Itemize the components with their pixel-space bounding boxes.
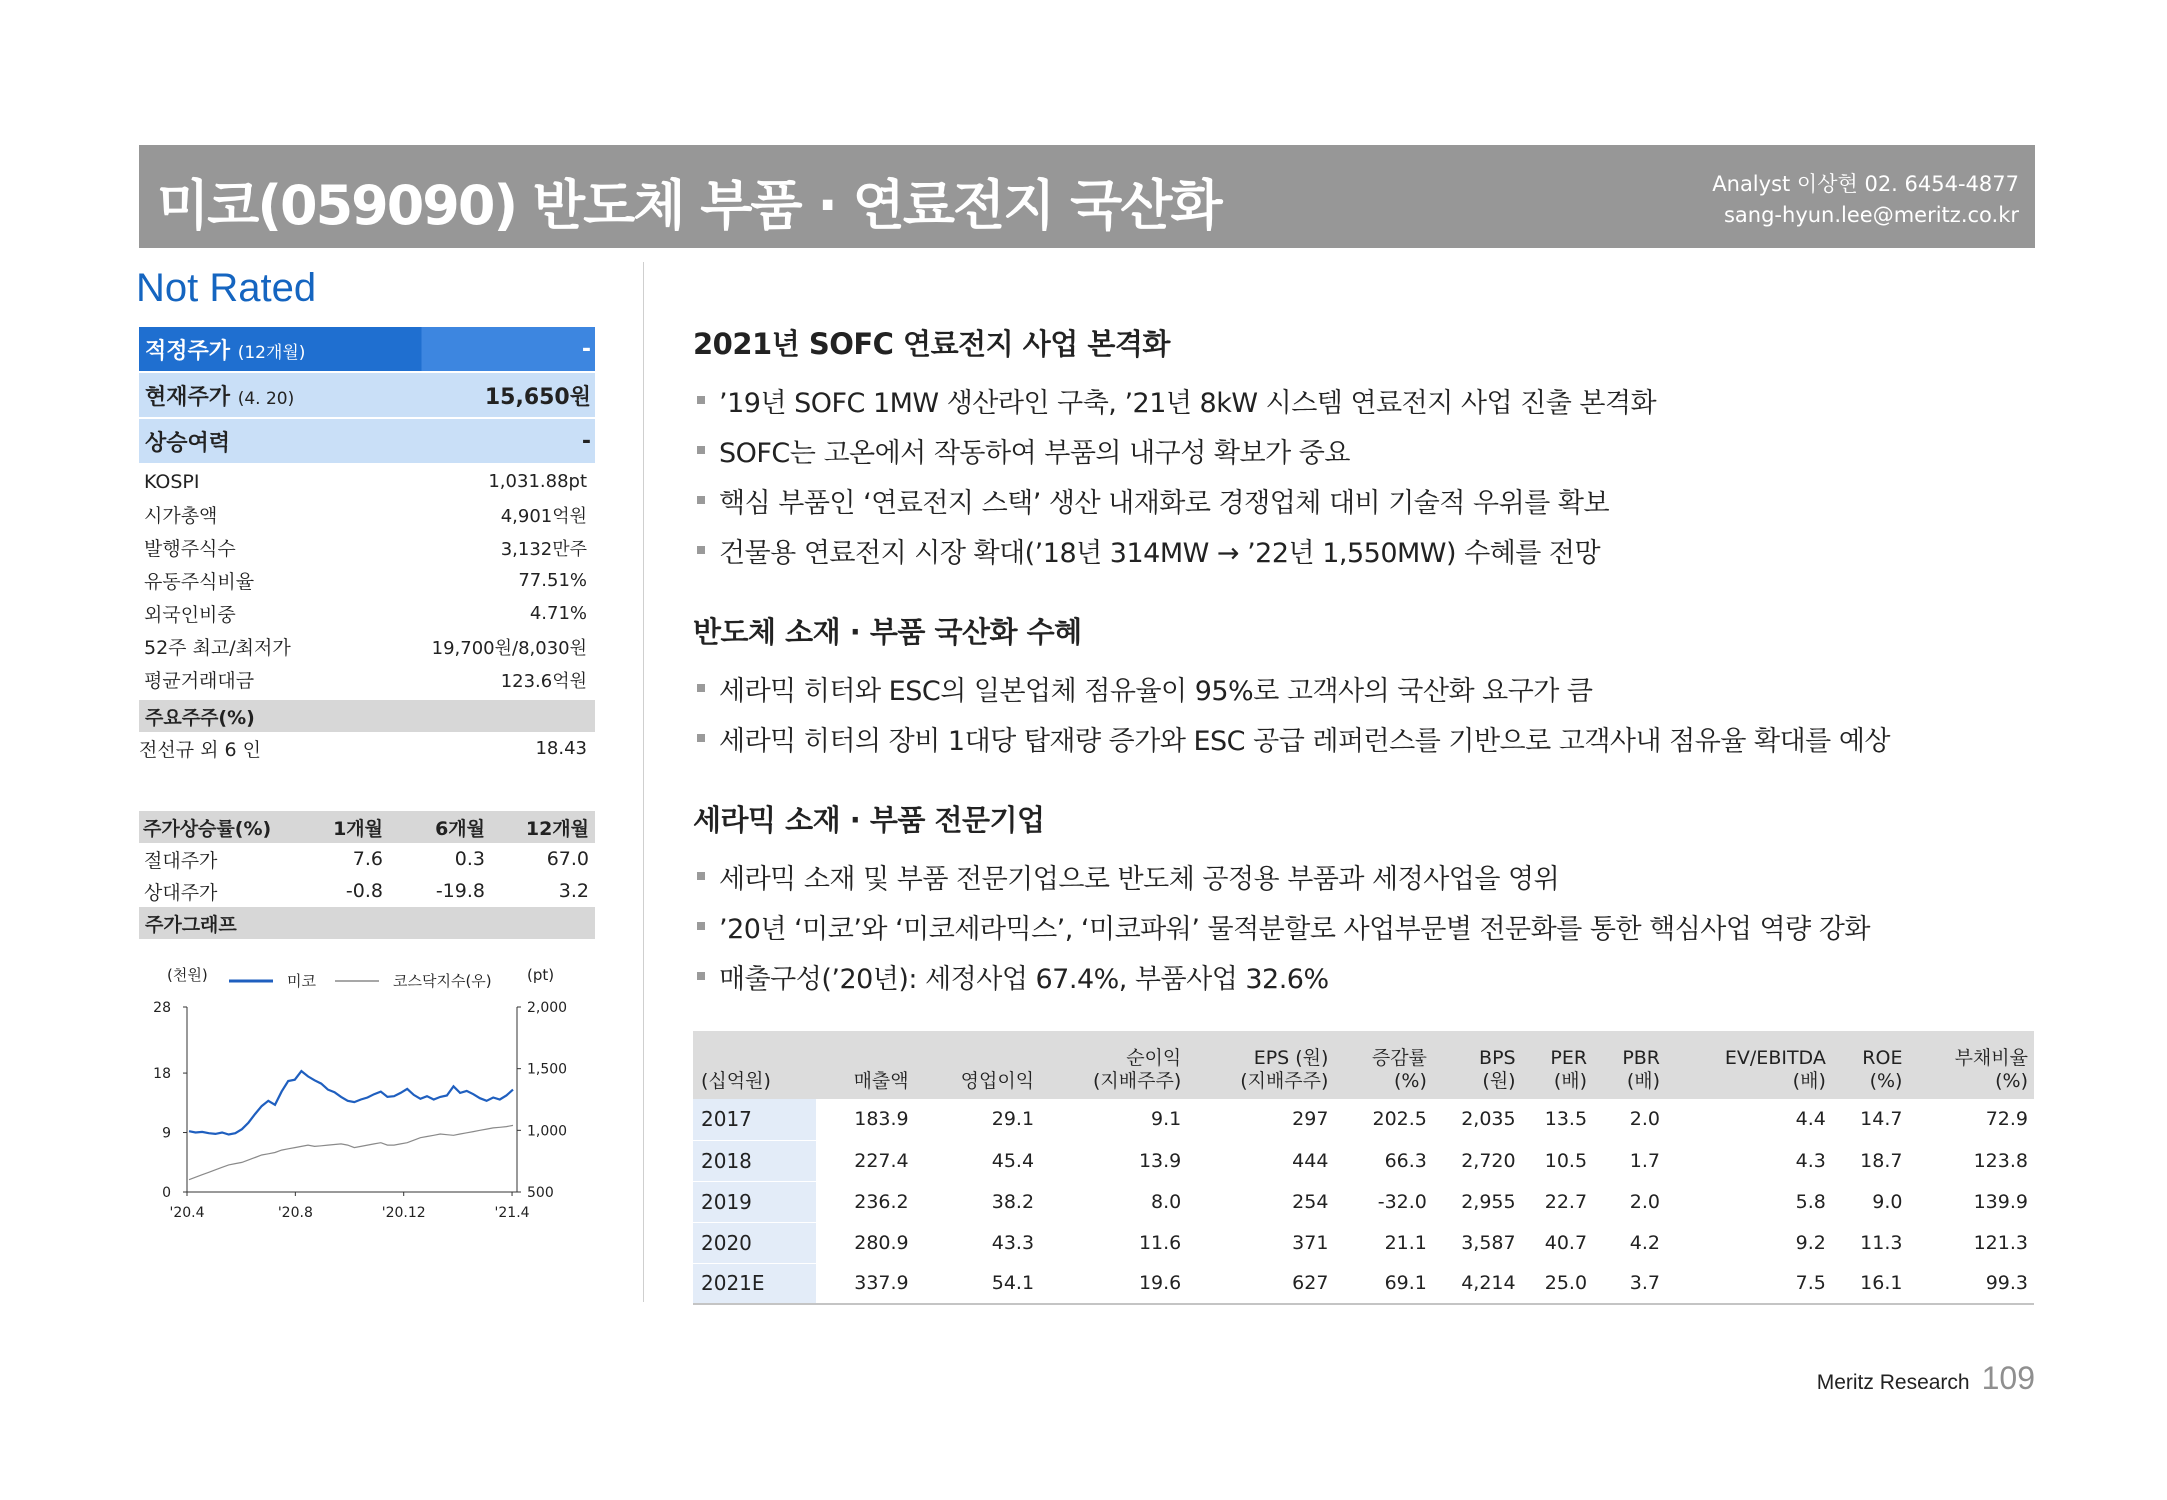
column-header-sub: (지배주주) <box>1240 1070 1329 1092</box>
upside-row <box>139 419 595 463</box>
value-cell: 183.9 <box>816 1099 914 1140</box>
current-price-value: 15,650원 <box>484 384 591 410</box>
column-header <box>1666 1031 1832 1099</box>
column-header-main: 순이익 <box>1126 1047 1182 1069</box>
bullet-item <box>693 525 2038 575</box>
right-tick-label: 1,500 <box>527 1061 568 1078</box>
value-cell: 2,955 <box>1433 1181 1522 1222</box>
value-cell: 5.8 <box>1666 1181 1832 1222</box>
value-cell: 22.7 <box>1522 1181 1593 1222</box>
column-header-sub: (%) <box>1995 1070 2028 1092</box>
value-cell: 280.9 <box>816 1222 914 1263</box>
value-cell: 10.5 <box>1522 1140 1593 1181</box>
returns-cell: 절대주가 <box>144 849 218 872</box>
column-header-main: 증감률 <box>1371 1047 1427 1069</box>
financial-row <box>693 1222 2034 1263</box>
stat-value: 3,132만주 <box>500 538 587 560</box>
value-cell: 8.0 <box>1040 1181 1187 1222</box>
stat-value: 19,700원/8,030원 <box>431 637 587 659</box>
returns-header-cell: 주가상승률(%) <box>143 817 272 840</box>
target-price-label-sub: (12개월) <box>237 342 306 363</box>
section-localization <box>693 610 2038 763</box>
report-header <box>139 145 2035 248</box>
value-cell: 9.2 <box>1666 1222 1832 1263</box>
value-cell: 45.4 <box>915 1140 1040 1181</box>
column-header <box>1187 1031 1334 1099</box>
upside-label: 상승여력 <box>145 430 231 456</box>
value-cell: 227.4 <box>816 1140 914 1181</box>
value-cell: 13.5 <box>1522 1099 1593 1140</box>
stat-label: 52주 최고/최저가 <box>144 637 291 659</box>
stat-value: 1,031.88pt <box>488 471 587 492</box>
value-cell: 25.0 <box>1522 1263 1593 1304</box>
shareholder-value: 18.43 <box>535 738 587 759</box>
page-number: 109 <box>1981 1360 2035 1396</box>
returns-cell: -0.8 <box>345 880 383 902</box>
legend-label-miko: 미코 <box>287 972 316 990</box>
column-header-main: ROE <box>1862 1047 1903 1069</box>
value-cell: 2,035 <box>1433 1099 1522 1140</box>
bullet-item <box>693 375 2038 425</box>
x-tick-label: '20.8 <box>277 1205 313 1221</box>
column-header <box>1908 1031 2034 1099</box>
value-cell: 29.1 <box>915 1099 1040 1140</box>
returns-cell: 상대주가 <box>144 881 218 904</box>
x-tick-label: '20.12 <box>381 1205 426 1221</box>
returns-header-cell: 1개월 <box>333 817 383 840</box>
year-cell: 2018 <box>693 1140 816 1181</box>
left-tick-label: 28 <box>153 1000 171 1016</box>
bullet-square-icon <box>697 972 705 980</box>
column-header-sub: (배) <box>1792 1070 1826 1092</box>
page-footer <box>1817 1360 2035 1397</box>
returns-cell: -19.8 <box>435 880 485 902</box>
x-tick-label: '20.4 <box>169 1205 205 1221</box>
column-header <box>1832 1031 1909 1099</box>
value-cell: 69.1 <box>1334 1263 1432 1304</box>
column-header-main: PBR <box>1622 1047 1661 1069</box>
series-line-kosdaq <box>189 1125 513 1179</box>
stat-label: 유동주식비율 <box>144 571 255 593</box>
value-cell: 18.7 <box>1832 1140 1909 1181</box>
bullet-text: ’20년 ‘미코’와 ‘미코세라믹스’, ‘미코파워’ 물적분할로 사업부문별 전문화를 통한 핵심사업 역량 강화 <box>719 913 1870 945</box>
value-cell: 139.9 <box>1908 1181 2034 1222</box>
value-cell: 11.6 <box>1040 1222 1187 1263</box>
bullet-text: ’19년 SOFC 1MW 생산라인 구축, ’21년 8kW 시스템 연료전지 사업 진출 본격화 <box>719 387 1657 419</box>
returns-cell: 0.3 <box>454 848 485 870</box>
target-price-label-text: 적정주가 <box>145 338 231 364</box>
bullet-square-icon <box>697 546 705 554</box>
analyst-info <box>1712 169 2019 231</box>
unit-header: (십억원) <box>693 1031 816 1099</box>
financial-row <box>693 1099 2034 1140</box>
value-cell: 99.3 <box>1908 1263 2034 1304</box>
value-cell: 297 <box>1187 1099 1334 1140</box>
stat-row <box>139 663 595 696</box>
value-cell: 54.1 <box>915 1263 1040 1304</box>
value-cell: 2.0 <box>1593 1099 1666 1140</box>
bullet-text: 핵심 부품인 ‘연료전지 스택’ 생산 내재화로 경쟁업체 대비 기술적 우위를 확보 <box>719 487 1610 519</box>
section-title: 세라믹 소재 · 부품 전문기업 <box>693 803 1045 837</box>
column-header-main: BPS <box>1479 1047 1516 1069</box>
bullet-item <box>693 475 2038 525</box>
value-cell: 121.3 <box>1908 1222 2034 1263</box>
bullet-square-icon <box>697 922 705 930</box>
bullet-item <box>693 663 2038 713</box>
legend-label-kosdaq: 코스닥지수(우) <box>393 972 492 990</box>
stat-row <box>139 531 595 564</box>
returns-table <box>139 811 595 939</box>
left-unit-label: (천원) <box>167 966 208 984</box>
stat-label: 외국인비중 <box>144 604 236 626</box>
right-tick-label: 2,000 <box>527 1000 568 1016</box>
bullet-text: 세라믹 히터와 ESC의 일본업체 점유율이 95%로 고객사의 국산화 요구가 큼 <box>719 675 1593 707</box>
value-cell: 2.0 <box>1593 1181 1666 1222</box>
graph-heading: 주가그래프 <box>139 907 595 939</box>
stock-price-chart <box>139 950 595 1240</box>
bullet-square-icon <box>697 734 705 742</box>
bullet-square-icon <box>697 396 705 404</box>
column-header-main: EPS (원) <box>1253 1047 1329 1069</box>
value-cell: 202.5 <box>1334 1099 1432 1140</box>
stat-row <box>139 597 595 630</box>
year-cell: 2017 <box>693 1099 816 1140</box>
column-header-sub: (배) <box>1553 1070 1588 1092</box>
value-cell: 19.6 <box>1040 1263 1187 1304</box>
column-header <box>1040 1031 1187 1099</box>
financial-summary-table <box>693 1031 2034 1305</box>
stat-row <box>139 564 595 597</box>
value-cell: 9.0 <box>1832 1181 1909 1222</box>
value-cell: 3.7 <box>1593 1263 1666 1304</box>
bullet-text: 건물용 연료전지 시장 확대(’18년 314MW → ’22년 1,550MW) 수혜를 전망 <box>719 537 1601 569</box>
report-title: 미코(059090) 반도체 부품 · 연료전지 국산화 <box>157 174 1221 237</box>
current-price-label <box>145 380 294 411</box>
financial-header-row <box>693 1031 2034 1099</box>
right-unit-label: (pt) <box>527 966 555 984</box>
stats-list <box>139 465 595 696</box>
returns-row <box>139 843 595 875</box>
year-cell: 2021E <box>693 1263 816 1304</box>
analyst-contact: Analyst 이상현 02. 6454-4877 <box>1712 172 2019 196</box>
stat-value: 77.51% <box>518 570 587 591</box>
shareholder-row <box>139 732 595 765</box>
shareholders-heading: 주요주주(%) <box>139 700 595 732</box>
chart-lines <box>189 1071 513 1180</box>
financial-row <box>693 1181 2034 1222</box>
stock-chart-svg <box>139 950 595 1240</box>
value-cell: 4.2 <box>1593 1222 1666 1263</box>
bullet-item <box>693 713 2038 763</box>
column-header <box>1522 1031 1593 1099</box>
stat-row <box>139 630 595 663</box>
value-cell: 14.7 <box>1832 1099 1909 1140</box>
value-cell: 7.5 <box>1666 1263 1832 1304</box>
bullet-item <box>693 951 2038 1001</box>
section-ceramics <box>693 798 2038 1001</box>
right-tick-label: 1,000 <box>527 1123 568 1140</box>
column-header-main: 매출액 <box>853 1070 909 1092</box>
section-title: 2021년 SOFC 연료전지 사업 본격화 <box>693 327 1170 361</box>
value-cell: 3,587 <box>1433 1222 1522 1263</box>
value-cell: 9.1 <box>1040 1099 1187 1140</box>
stat-label: 평균거래대금 <box>144 670 255 692</box>
column-header-sub: (지배주주) <box>1093 1070 1182 1092</box>
value-cell: 43.3 <box>915 1222 1040 1263</box>
value-cell: 254 <box>1187 1181 1334 1222</box>
value-cell: 40.7 <box>1522 1222 1593 1263</box>
bullet-item <box>693 901 2038 951</box>
bullet-item <box>693 425 2038 475</box>
returns-header-cell: 6개월 <box>435 817 485 840</box>
stat-value: 4.71% <box>529 603 587 624</box>
value-cell: 38.2 <box>915 1181 1040 1222</box>
value-cell: -32.0 <box>1334 1181 1432 1222</box>
value-cell: 337.9 <box>816 1263 914 1304</box>
left-tick-label: 9 <box>162 1125 171 1142</box>
value-cell: 123.8 <box>1908 1140 2034 1181</box>
target-price-label <box>145 334 305 365</box>
target-price-row <box>139 327 595 371</box>
column-header <box>816 1031 914 1099</box>
column-header-sub: (%) <box>1869 1070 1903 1092</box>
current-price-label-sub: (4. 20) <box>237 388 295 409</box>
bullet-square-icon <box>697 446 705 454</box>
financial-body <box>693 1099 2034 1304</box>
value-cell: 4.3 <box>1666 1140 1832 1181</box>
x-tick-label: '21.4 <box>494 1205 530 1221</box>
shareholder-name: 전선규 외 6 인 <box>139 739 261 761</box>
series-line-miko <box>189 1071 513 1134</box>
value-cell: 16.1 <box>1832 1263 1909 1304</box>
column-header-main: PER <box>1550 1047 1588 1069</box>
column-header <box>1334 1031 1432 1099</box>
section-sofc <box>693 322 2038 575</box>
bullet-text: 매출구성(’20년): 세정사업 67.4%, 부품사업 32.6% <box>719 963 1329 995</box>
analyst-email: sang-hyun.lee@meritz.co.kr <box>1723 203 2019 227</box>
investment-rating: Not Rated <box>136 266 317 310</box>
value-cell: 11.3 <box>1832 1222 1909 1263</box>
value-cell: 444 <box>1187 1140 1334 1181</box>
stat-label: 시가총액 <box>144 505 218 527</box>
column-header-sub: (%) <box>1394 1070 1427 1092</box>
stat-value: 4,901억원 <box>500 505 587 527</box>
value-cell: 66.3 <box>1334 1140 1432 1181</box>
bullet-square-icon <box>697 872 705 880</box>
bullet-item <box>693 851 2038 901</box>
left-tick-label: 0 <box>162 1185 171 1201</box>
column-header-sub: (원) <box>1482 1070 1516 1092</box>
value-cell: 371 <box>1187 1222 1334 1263</box>
column-divider <box>643 262 644 1302</box>
value-cell: 21.1 <box>1334 1222 1432 1263</box>
column-header <box>1593 1031 1666 1099</box>
returns-cell: 7.6 <box>352 848 383 870</box>
stat-row <box>139 465 595 498</box>
bullet-square-icon <box>697 496 705 504</box>
upside-value: - <box>581 428 591 454</box>
bullet-text: 세라믹 히터의 장비 1대당 탑재량 증가와 ESC 공급 레퍼런스를 기반으로 고객사내 점유율 확대를 예상 <box>719 725 1890 757</box>
stat-value: 123.6억원 <box>500 670 587 692</box>
column-header-sub: (배) <box>1626 1070 1661 1092</box>
returns-row <box>139 875 595 907</box>
stat-label: KOSPI <box>144 470 200 493</box>
column-header-main: EV/EBITDA <box>1724 1047 1826 1069</box>
financial-row <box>693 1263 2034 1304</box>
chart-axes <box>153 1000 567 1221</box>
target-price-value: - <box>581 336 591 362</box>
column-header <box>1433 1031 1522 1099</box>
section-title: 반도체 소재 · 부품 국산화 수혜 <box>693 615 1082 649</box>
bullet-square-icon <box>697 684 705 692</box>
column-header-main: 영업이익 <box>960 1070 1035 1092</box>
value-cell: 4,214 <box>1433 1263 1522 1304</box>
right-tick-label: 500 <box>527 1185 554 1201</box>
year-cell: 2019 <box>693 1181 816 1222</box>
column-header <box>915 1031 1040 1099</box>
bullet-text: 세라믹 소재 및 부품 전문기업으로 반도체 공정용 부품과 세정사업을 영위 <box>719 863 1560 895</box>
stat-label: 발행주식수 <box>144 538 236 560</box>
bullet-text: SOFC는 고온에서 작동하여 부품의 내구성 확보가 중요 <box>719 437 1350 469</box>
value-cell: 627 <box>1187 1263 1334 1304</box>
footer-brand: Meritz Research <box>1816 1371 1970 1394</box>
value-cell: 4.4 <box>1666 1099 1832 1140</box>
left-tick-label: 18 <box>153 1066 171 1083</box>
year-cell: 2020 <box>693 1222 816 1263</box>
value-cell: 13.9 <box>1040 1140 1187 1181</box>
current-price-row <box>139 373 595 417</box>
returns-header <box>139 811 595 843</box>
returns-cell: 67.0 <box>546 848 589 870</box>
left-panel <box>139 327 595 939</box>
value-cell: 1.7 <box>1593 1140 1666 1181</box>
summary-sections <box>693 322 2038 1036</box>
returns-cell: 3.2 <box>558 880 589 902</box>
stat-row <box>139 498 595 531</box>
value-cell: 2,720 <box>1433 1140 1522 1181</box>
column-header-main: 부채비율 <box>1954 1047 2028 1069</box>
current-price-label-text: 현재주가 <box>145 384 231 410</box>
financial-row <box>693 1140 2034 1181</box>
returns-header-cell: 12개월 <box>525 817 589 840</box>
value-cell: 72.9 <box>1908 1099 2034 1140</box>
value-cell: 236.2 <box>816 1181 914 1222</box>
